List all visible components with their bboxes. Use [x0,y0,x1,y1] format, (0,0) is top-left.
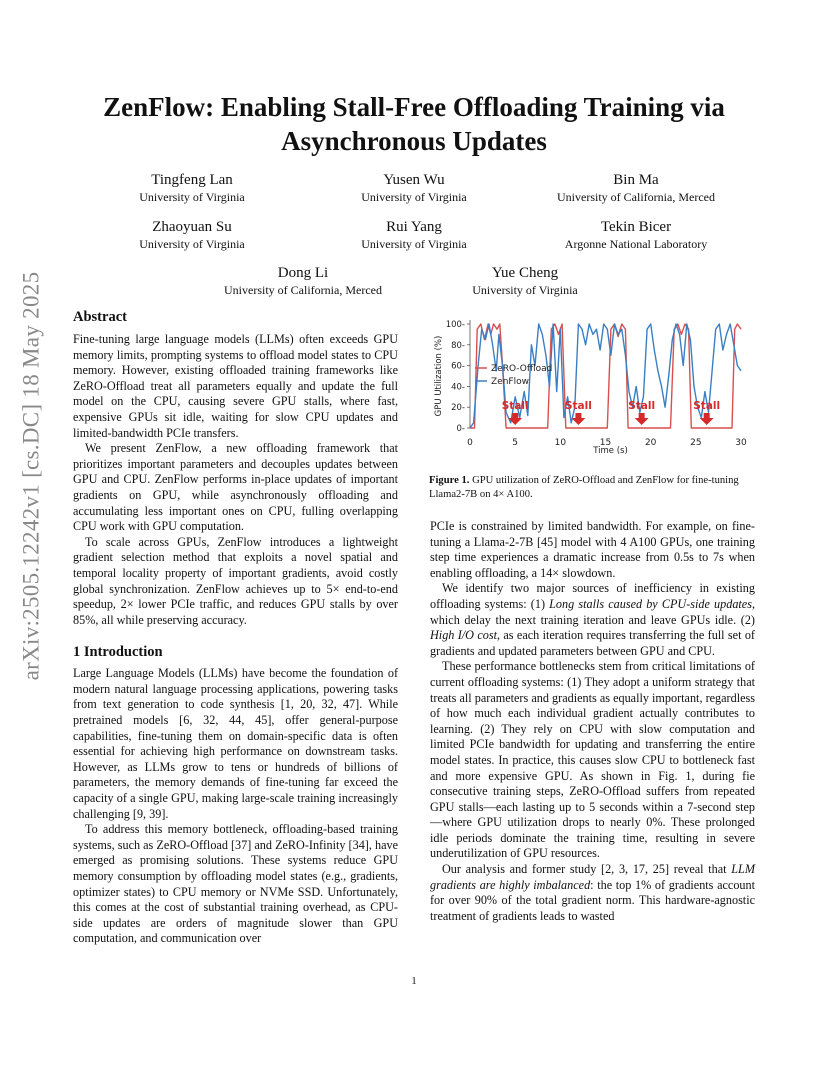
author-block [526,218,746,252]
body-paragraph: We identify two major sources of inefficiency in existing offloading systems: (1) Long stalls caused by CPU-side updates, which delay the next training iteration and leave GPUs idle. (2) High I/O cost, as each iteration requires transferring the full set of gradients and updated parameters between GPU and CPU. [430,581,755,658]
y-axis-label: GPU Utilization (%) [434,335,444,417]
stall-annotation: Stall [693,400,721,412]
abstract-paragraph: Fine-tuning large language models (LLMs) often exceeds GPU memory limits, prompting systems to offload model states to CPU memory. However, existing offloaded training frameworks like ZeRO-Offload treat all parameters equally and update the full model on the CPU, causing severe GPU stalls, where fast, expensive GPUs sit idle, waiting for slow CPU updates and limited-bandwidth PCIe transfers. [73,332,398,440]
stall-annotation: Stall [501,400,529,412]
author-affiliation: University of California, Merced [557,190,715,204]
y-tick-label: 80- [451,340,465,351]
figure-caption-text: GPU utilization of ZeRO-Offload and ZenFlow for fine-tuning Llama2-7B on 4× A100. [429,475,739,500]
author-name: Zhaoyuan Su [152,219,232,235]
abstract-heading: Abstract [73,309,127,325]
author-block [82,171,302,205]
arxiv-identifier: arXiv:2505.12242v1 [cs.DC] 18 May 2025 [18,271,43,681]
stall-arrow-icon [635,413,649,425]
title-line-1: ZenFlow: Enabling Stall-Free Offloading Training via [103,92,725,122]
gpu-utilization-chart [430,314,758,454]
stall-annotation: Stall [628,400,656,412]
figure-1 [430,314,758,454]
figure-label: Figure 1. [429,475,470,486]
legend-label: ZenFlow [491,377,529,387]
x-tick-label: 5 [512,438,519,448]
author-name: Yue Cheng [491,265,559,281]
emphasis: LLM gradients are highly imbalanced [430,862,755,892]
author-affiliation: University of Virginia [139,190,245,204]
y-tick-label: 40- [451,382,465,393]
figure-caption [429,474,757,502]
x-tick-label: 30 [735,438,747,448]
author-block [304,218,524,252]
author-block [415,264,635,298]
y-tick-label: 20- [451,403,465,414]
author-affiliation: University of Virginia [361,237,467,251]
x-tick-label: 25 [690,438,702,448]
author-name: Bin Ma [613,172,659,188]
section-heading: 1 Introduction [73,644,163,661]
page-number: 1 [411,976,417,987]
author-affiliation: University of Virginia [472,283,578,297]
right-column [430,519,755,924]
stall-annotation: Stall [564,400,592,412]
title-line-2: Asynchronous Updates [281,126,547,156]
author-name: Tingfeng Lan [151,172,233,188]
left-column [73,308,398,947]
author-name: Rui Yang [386,219,442,235]
y-tick-label: 100- [445,320,465,330]
body-paragraph: To address this memory bottleneck, offloading-based training systems, such as ZeRO-Offload [37] and ZeRO-Infinity [34], have emerged as promising solutions. These systems reduce GPU memory consumption by offloading model states (e.g., gradients, optimizer states) to CPU memory or NVMe SSD. Unfortunately, this comes at the cost of substantial training overhead, as CPU-side updates are orders of magnitude slower than GPU computation, and communication over [73,822,398,946]
author-name: Tekin Bicer [600,219,672,235]
author-block [193,264,413,298]
x-tick-label: 20 [644,438,657,448]
series-line-zero-offload [470,324,741,428]
x-axis-label: Time (s) [593,446,628,454]
x-tick-label: 15 [599,438,612,448]
author-name: Dong Li [277,265,329,281]
author-block [82,218,302,252]
legend-label: ZeRO-Offload [491,364,553,374]
author-affiliation: University of Virginia [139,237,245,251]
body-paragraph: Our analysis and former study [2, 3, 17, 25] reveal that LLM gradients are highly imbalanced: the top 1% of gradients account for over 90% of the total gradient norm. This hardware-agnostic treatment of gradients leads to wasted [430,862,755,923]
y-tick-label: 0- [456,424,465,434]
author-block [304,171,524,205]
body-paragraph: PCIe is constrained by limited bandwidth. For example, on fine-tuning a Llama-2-7B [45] model with 4 A100 GPUs, one training step time experiences a dramatic increase from 0.5s to 7s when enabling offloading, a 14× slowdown. [430,519,755,580]
author-name: Yusen Wu [383,172,445,188]
body-paragraph: These performance bottlenecks stem from critical limitations of current offloading systems: (1) They adopt a uniform strategy that treats all parameters and gradients as equally important, regardless of how much each individual gradient actually contributes to learning. (2) They rely on CPU with slow computation and limited PCIe bandwidth for updating and transferring the entire model states. In practice, this causes slow CPU to bottleneck fast and more expensive GPU. As shown in Fig. 1, during fie consecutive training steps, ZeRO-Offload suffers from repeated GPU stalls—each lasting up to 5 seconds within a 7-second step—where GPU utilization drops to nearly 0%. These prolonged idle periods dominate the training time, resulting in severe underutilization of GPU resources. [430,659,755,861]
x-tick-label: 0 [467,438,473,448]
author-affiliation: University of Virginia [361,190,467,204]
y-tick-label: 60- [451,361,465,372]
series-line-zenflow [470,324,741,428]
emphasis: Long stalls caused by CPU-side updates [549,596,752,611]
body-paragraph: Large Language Models (LLMs) have become the foundation of modern natural language processing applications, powering tasks from text generation to code synthesis [1, 20, 32, 47]. While pretrained models [6, 32, 44, 45], offer general-purpose capabilities, fine-tuning them on domain-specific data is often essential for achieving high performance on downstream tasks. However, as LLMs grow to tens or hundreds of billions of parameters, the memory demands of fine-tuning far exceed the capacity of a single GPU, making large-scale training increasingly challenging [9, 39]. [73,666,398,821]
paper-title [0,90,828,158]
abstract-paragraph: To scale across GPUs, ZenFlow introduces a lightweight gradient selection method that exploits a novel spatial and temporal locality property of important gradients, avoid costly global synchronization. ZenFlow achieves up to 5× end-to-end speedup, 2× lower PCIe traffic, and reduces GPU stalls by over 85%, all while preserving accuracy. [73,534,398,627]
emphasis: High I/O cost [430,628,497,643]
author-affiliation: University of California, Merced [224,283,382,297]
x-tick-label: 10 [554,438,567,448]
author-block [526,171,746,205]
abstract-paragraph: We present ZenFlow, a new offloading framework that prioritizes important parameters and decouples updates between GPU and CPU. ZenFlow performs in-place updates of important gradients on GPU, while asynchronously offloading and accumulating less important ones on CPU, fulling overlapping CPU work with GPU computation. [73,441,398,534]
author-affiliation: Argonne National Laboratory [564,237,708,251]
